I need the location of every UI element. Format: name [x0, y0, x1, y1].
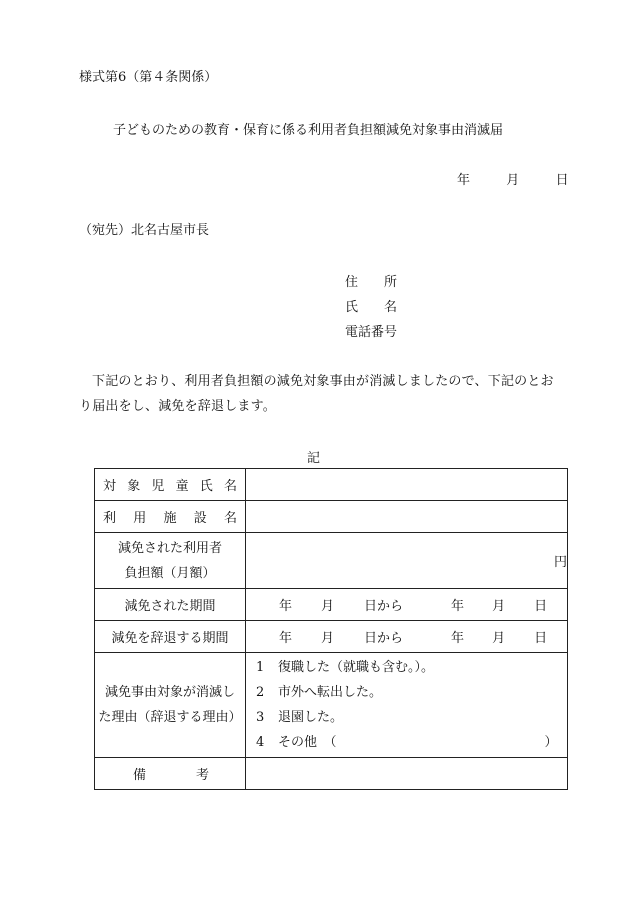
- reason-option-4[interactable]: 4 その他 （ ）: [256, 735, 558, 750]
- facility-name-field[interactable]: [246, 501, 568, 533]
- remarks-field[interactable]: [246, 758, 568, 790]
- date-day: 日: [555, 173, 569, 188]
- reason-options: [246, 653, 568, 758]
- decline-period-field[interactable]: 年 月 日から 年 月 日: [246, 621, 568, 653]
- decline-period-label: 減免を辞退する期間: [95, 621, 246, 653]
- table-row: [95, 469, 568, 501]
- body-text: 下記のとおり、利用者負担額の減免対象事由が消滅しましたので、下記のとおり届出をし、減免を辞退します。: [79, 374, 554, 414]
- facility-name-label: 利 用 施 設 名: [95, 501, 246, 533]
- child-name-label: 対 象 児 童 氏 名: [95, 469, 246, 501]
- table-row: [95, 758, 568, 790]
- table-row: [95, 589, 568, 621]
- reduced-amount-field[interactable]: [246, 533, 568, 589]
- table-row: [95, 501, 568, 533]
- reason-label: 減免事由対象が消滅し た理由（辞退する理由）: [95, 653, 246, 758]
- child-name-field[interactable]: [246, 469, 568, 501]
- applicant-name-label: 氏 名: [345, 300, 398, 315]
- form-table: [94, 468, 568, 790]
- date-month: 月: [506, 173, 520, 188]
- date-line: [457, 169, 569, 188]
- applicant-phone-label: 電話番号: [345, 325, 398, 340]
- reduced-amount-label: 減免された利用者 負担額（月額）: [95, 533, 246, 589]
- form-number: 様式第6（第４条関係）: [79, 70, 218, 85]
- remarks-label: 備 考: [95, 758, 246, 790]
- document-title: 子どものための教育・保育に係る利用者負担額減免対象事由消滅届: [113, 123, 504, 138]
- yen-unit: 円: [553, 555, 567, 570]
- reason-option-1[interactable]: 1 復職した（就職も含む。）。: [256, 660, 435, 675]
- reduced-period-label: 減免された期間: [95, 589, 246, 621]
- addressee: （宛先）北名古屋市長: [79, 223, 210, 238]
- reason-option-2[interactable]: 2 市外へ転出した。: [256, 685, 383, 700]
- table-row: [95, 653, 568, 758]
- reason-option-3[interactable]: 3 退園した。: [256, 710, 344, 725]
- table-row: [95, 621, 568, 653]
- date-year: 年: [457, 173, 471, 188]
- ki-label: 記: [307, 451, 321, 466]
- applicant-address-label: 住 所: [345, 275, 398, 290]
- reduced-period-field[interactable]: 年 月 日から 年 月 日: [246, 589, 568, 621]
- table-row: [95, 533, 568, 589]
